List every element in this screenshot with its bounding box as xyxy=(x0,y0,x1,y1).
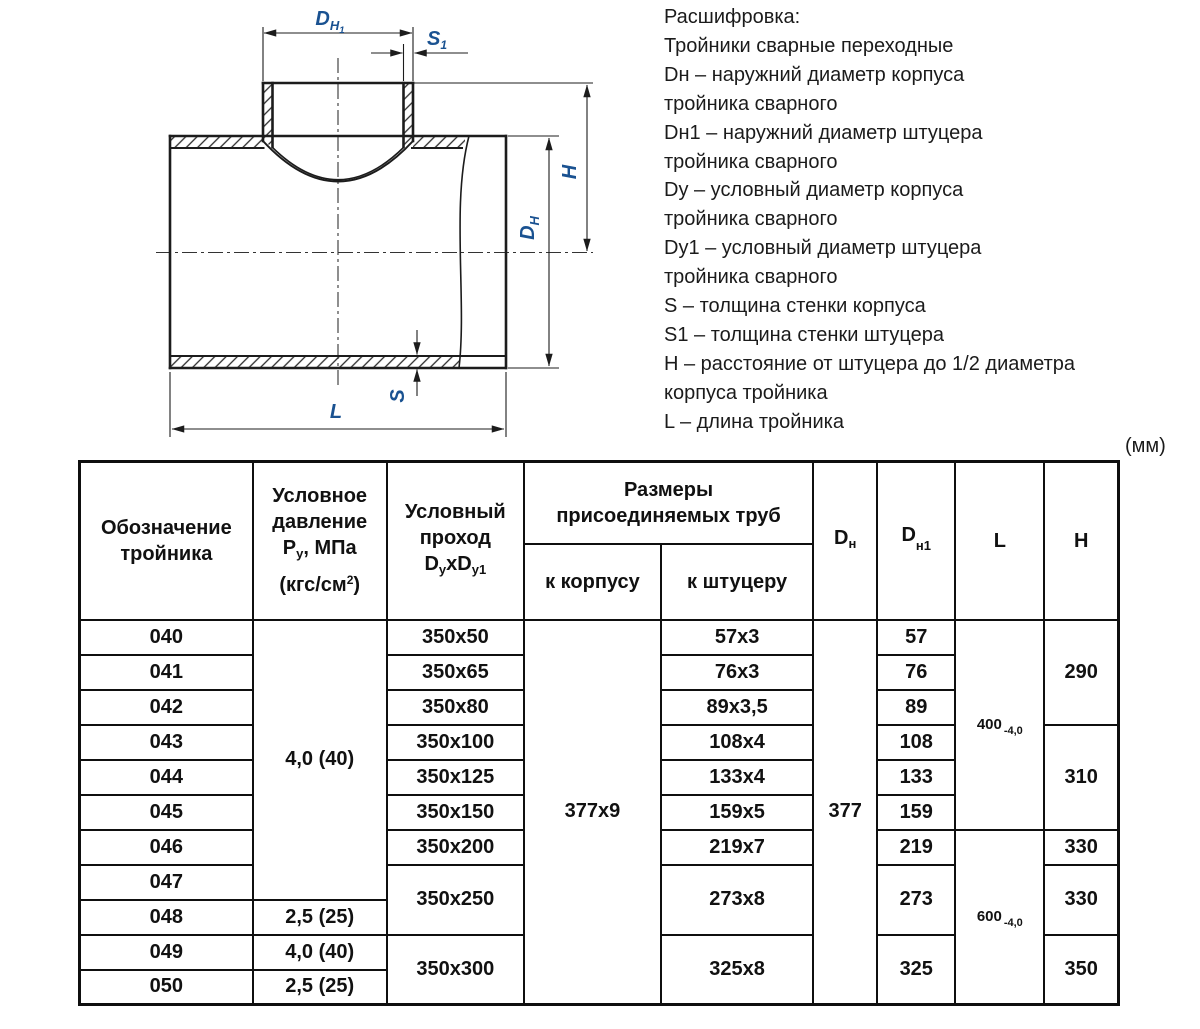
cell-bore: 350x80 xyxy=(387,690,524,725)
col-header-pressure: Условное давление $P_у$, МПа $(кгс/см^2)$ xyxy=(253,462,387,620)
cell-dn1: 76 xyxy=(877,655,955,690)
col-header-h: H xyxy=(1044,462,1118,620)
dim-label-dn1: $D_Н1$ xyxy=(315,8,345,36)
cell-pressure: 4,0 (40) xyxy=(253,620,387,900)
cell-bore: 350x150 xyxy=(387,795,524,830)
cell-h: 290 xyxy=(1044,620,1118,725)
cell-h: 310 xyxy=(1044,725,1118,830)
dim-label-h: H xyxy=(559,164,581,180)
col-header-pipes: Размеры присоединяемых труб xyxy=(524,462,813,544)
legend-line: Dн – наружний диаметр корпуса xyxy=(664,63,965,86)
cell-designation: 049 xyxy=(80,935,253,970)
cell-pressure: 2,5 (25) xyxy=(253,900,387,935)
cell-bore: 350x250 xyxy=(387,865,524,935)
cell-dn1: 325 xyxy=(877,935,955,1005)
cell-to-branch: 57x3 xyxy=(661,620,813,655)
col-header-bore: Условный проход $D_уxD_{у1}$ xyxy=(387,462,524,620)
break-line xyxy=(459,136,469,368)
dim-label-s1: $S_1$ xyxy=(426,28,448,52)
cell-designation: 050 xyxy=(80,970,253,1005)
legend-line: Dу1 – условный диаметр штуцера xyxy=(664,237,982,260)
col-header-designation: Обозначение тройника xyxy=(80,462,253,620)
col-header-dn1: $D_{н1}$ xyxy=(877,462,955,620)
col-header-to-body: к корпусу xyxy=(524,544,661,620)
cell-designation: 046 xyxy=(80,830,253,865)
col-header-l: L xyxy=(955,462,1044,620)
cell-dn1: 159 xyxy=(877,795,955,830)
col-header-dn: $D_н$ xyxy=(813,462,877,620)
legend-block xyxy=(664,3,1075,437)
cell-dn: 377 xyxy=(813,620,877,1005)
cell-designation: 048 xyxy=(80,900,253,935)
legend-line: тройника сварного xyxy=(664,208,838,231)
cell-to-branch: 108x4 xyxy=(661,725,813,760)
cell-pressure: 4,0 (40) xyxy=(253,935,387,970)
cell-to-branch: 325x8 xyxy=(661,935,813,1005)
legend-line: Расшифровка: xyxy=(664,6,801,28)
table-row xyxy=(80,620,1119,655)
cell-dn1: 133 xyxy=(877,760,955,795)
legend-line: корпуса тройника xyxy=(664,381,828,404)
cell-bore: 350x100 xyxy=(387,725,524,760)
legend-line: S – толщина стенки корпуса xyxy=(664,295,926,318)
cell-to-branch: 273x8 xyxy=(661,865,813,935)
dim-label-l: L xyxy=(329,401,343,423)
cell-bore: 350x200 xyxy=(387,830,524,865)
dim-label-s: S xyxy=(387,389,409,403)
cell-designation: 045 xyxy=(80,795,253,830)
dim-label-dn: $D_Н$ xyxy=(517,216,542,240)
cell-bore: 350x125 xyxy=(387,760,524,795)
cell-designation: 041 xyxy=(80,655,253,690)
cell-to-branch: 89x3,5 xyxy=(661,690,813,725)
hatched-walls xyxy=(170,83,465,368)
cell-designation: 043 xyxy=(80,725,253,760)
cell-l: 400 $_{-4,0}$ xyxy=(955,620,1044,830)
tee-drawing xyxy=(0,0,620,460)
cell-bore: 350x300 xyxy=(387,935,524,1005)
cell-h: 330 xyxy=(1044,830,1118,865)
cell-to-body: 377x9 xyxy=(524,620,661,1005)
cell-dn1: 219 xyxy=(877,830,955,865)
cell-designation: 042 xyxy=(80,690,253,725)
cell-l: 600 $_{-4,0}$ xyxy=(955,830,1044,1005)
cell-dn1: 57 xyxy=(877,620,955,655)
legend-line: L – длина тройника xyxy=(664,410,844,433)
cell-dn1: 108 xyxy=(877,725,955,760)
legend-line: тройника сварного xyxy=(664,92,838,115)
cell-h: 350 xyxy=(1044,935,1118,1005)
cell-bore: 350x65 xyxy=(387,655,524,690)
cell-designation: 044 xyxy=(80,760,253,795)
cell-to-branch: 76x3 xyxy=(661,655,813,690)
cell-dn1: 273 xyxy=(877,865,955,935)
cell-dn1: 89 xyxy=(877,690,955,725)
cell-pressure: 2,5 (25) xyxy=(253,970,387,1005)
units-note: (мм) xyxy=(1125,435,1166,457)
col-header-to-branch: к штуцеру xyxy=(661,544,813,620)
legend-line: Dу – условный диаметр корпуса xyxy=(664,179,964,202)
cell-bore: 350x50 xyxy=(387,620,524,655)
legend-line: тройника сварного xyxy=(664,150,838,173)
legend-line: Dн1 – наружний диаметр штуцера xyxy=(664,121,983,144)
dimensions-table xyxy=(78,460,1120,1006)
legend-line: Тройники сварные переходные xyxy=(664,34,954,57)
cell-to-branch: 159x5 xyxy=(661,795,813,830)
cell-designation: 047 xyxy=(80,865,253,900)
legend-line: тройника сварного xyxy=(664,266,838,289)
cell-to-branch: 133x4 xyxy=(661,760,813,795)
cell-to-branch: 219x7 xyxy=(661,830,813,865)
cell-h: 330 xyxy=(1044,865,1118,935)
legend-line: H – расстояние от штуцера до 1/2 диаметра xyxy=(664,352,1075,375)
legend-line: S1 – толщина стенки штуцера xyxy=(664,323,944,346)
cell-designation: 040 xyxy=(80,620,253,655)
